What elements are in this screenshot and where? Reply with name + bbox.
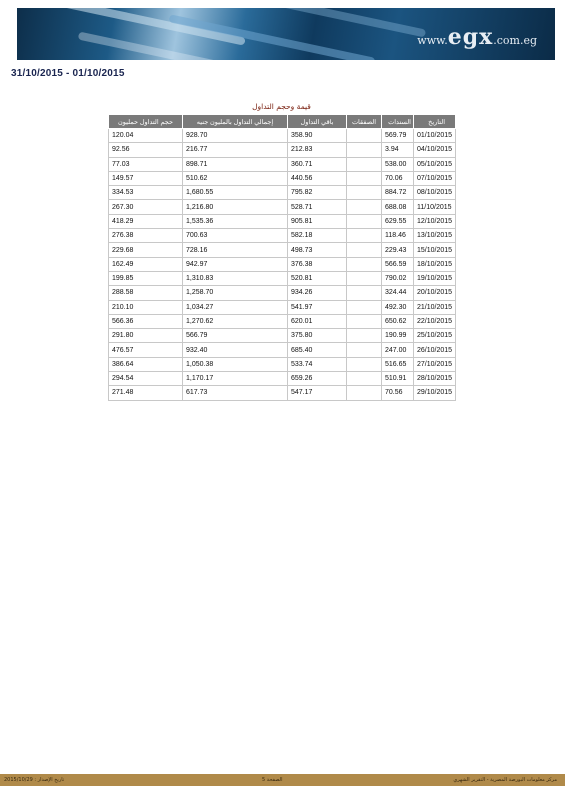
cell-date: 20/10/2015: [414, 286, 456, 300]
cell-bonds: 118.46: [382, 229, 414, 243]
header-rest: باقي التداول: [288, 115, 347, 129]
cell-volume: 294.54: [109, 372, 183, 386]
cell-bonds: 3.94: [382, 143, 414, 157]
cell-volume: 288.58: [109, 286, 183, 300]
cell-bonds: 324.44: [382, 286, 414, 300]
cell-rest: 934.26: [288, 286, 347, 300]
table-row: [109, 186, 456, 200]
cell-total: 1,216.80: [183, 200, 288, 214]
cell-date: 19/10/2015: [414, 271, 456, 285]
cell-volume: 210.10: [109, 300, 183, 314]
cell-volume: 386.64: [109, 357, 183, 371]
cell-volume: 149.57: [109, 171, 183, 185]
cell-volume: 291.80: [109, 329, 183, 343]
cell-bonds: 538.00: [382, 157, 414, 171]
logo-main: egx: [447, 24, 494, 50]
cell-rest: 659.26: [288, 372, 347, 386]
cell-volume: 566.36: [109, 314, 183, 328]
cell-date: 27/10/2015: [414, 357, 456, 371]
header-deals: الصفقات: [347, 115, 382, 129]
logo-prefix: www.: [417, 34, 448, 47]
cell-total: 728.16: [183, 243, 288, 257]
footer-report-name: مركز معلومات البورصة المصرية - التقرير الشهري: [453, 777, 557, 783]
page-footer: [0, 774, 565, 786]
cell-total: 1,170.17: [183, 372, 288, 386]
cell-rest: 795.82: [288, 186, 347, 200]
cell-rest: 905.81: [288, 214, 347, 228]
cell-deals: [347, 357, 382, 371]
cell-deals: [347, 286, 382, 300]
cell-date: 04/10/2015: [414, 143, 456, 157]
cell-volume: 162.49: [109, 257, 183, 271]
cell-date: 07/10/2015: [414, 171, 456, 185]
table-row: [109, 129, 456, 143]
cell-rest: 528.71: [288, 200, 347, 214]
cell-deals: [347, 143, 382, 157]
table-row: [109, 171, 456, 185]
cell-total: 1,258.70: [183, 286, 288, 300]
table-row: [109, 157, 456, 171]
cell-bonds: 884.72: [382, 186, 414, 200]
cell-deals: [347, 386, 382, 400]
cell-deals: [347, 171, 382, 185]
cell-deals: [347, 271, 382, 285]
table-row: [109, 143, 456, 157]
cell-total: 1,270.62: [183, 314, 288, 328]
cell-total: 1,034.27: [183, 300, 288, 314]
cell-volume: 418.29: [109, 214, 183, 228]
cell-date: 18/10/2015: [414, 257, 456, 271]
cell-total: 566.79: [183, 329, 288, 343]
cell-rest: 533.74: [288, 357, 347, 371]
header-volume: حجم التداول حمليون: [109, 115, 183, 129]
cell-date: 22/10/2015: [414, 314, 456, 328]
cell-bonds: 492.30: [382, 300, 414, 314]
table-row: [109, 300, 456, 314]
cell-date: 08/10/2015: [414, 186, 456, 200]
table-row: [109, 386, 456, 400]
cell-date: 28/10/2015: [414, 372, 456, 386]
cell-deals: [347, 157, 382, 171]
banner-streak: [78, 32, 217, 60]
cell-total: 898.71: [183, 157, 288, 171]
cell-bonds: 70.06: [382, 171, 414, 185]
cell-deals: [347, 372, 382, 386]
cell-bonds: 650.62: [382, 314, 414, 328]
cell-rest: 520.81: [288, 271, 347, 285]
table-row: [109, 229, 456, 243]
cell-total: 700.63: [183, 229, 288, 243]
table-row: [109, 243, 456, 257]
cell-rest: 212.83: [288, 143, 347, 157]
header-bonds: السندات: [382, 115, 414, 129]
cell-volume: 77.03: [109, 157, 183, 171]
cell-date: 29/10/2015: [414, 386, 456, 400]
cell-total: 1,535.36: [183, 214, 288, 228]
table-row: [109, 357, 456, 371]
cell-total: 942.97: [183, 257, 288, 271]
header-total: إجمالي التداول بالمليون جنيه: [183, 115, 288, 129]
header-date: التاريخ: [414, 115, 456, 129]
cell-date: 01/10/2015: [414, 129, 456, 143]
cell-rest: 547.17: [288, 386, 347, 400]
cell-bonds: 70.56: [382, 386, 414, 400]
table-body: [109, 129, 456, 401]
trading-table: [108, 114, 456, 401]
cell-date: 05/10/2015: [414, 157, 456, 171]
cell-date: 15/10/2015: [414, 243, 456, 257]
cell-bonds: 790.02: [382, 271, 414, 285]
cell-bonds: 516.65: [382, 357, 414, 371]
cell-date: 13/10/2015: [414, 229, 456, 243]
cell-bonds: 569.79: [382, 129, 414, 143]
cell-date: 21/10/2015: [414, 300, 456, 314]
egx-logo: [417, 24, 537, 50]
cell-total: 216.77: [183, 143, 288, 157]
cell-rest: 440.56: [288, 171, 347, 185]
banner-streak: [168, 14, 375, 60]
cell-deals: [347, 314, 382, 328]
cell-rest: 498.73: [288, 243, 347, 257]
cell-bonds: 229.43: [382, 243, 414, 257]
table-row: [109, 343, 456, 357]
cell-bonds: 190.99: [382, 329, 414, 343]
cell-deals: [347, 186, 382, 200]
cell-volume: 120.04: [109, 129, 183, 143]
header-banner: [17, 8, 555, 60]
table-row: [109, 329, 456, 343]
cell-deals: [347, 343, 382, 357]
table-row: [109, 200, 456, 214]
cell-rest: 582.18: [288, 229, 347, 243]
cell-volume: 271.48: [109, 386, 183, 400]
cell-deals: [347, 200, 382, 214]
cell-rest: 375.80: [288, 329, 347, 343]
cell-date: 25/10/2015: [414, 329, 456, 343]
cell-volume: 199.85: [109, 271, 183, 285]
footer-page-number: الصفحة 5: [262, 777, 283, 783]
cell-date: 12/10/2015: [414, 214, 456, 228]
cell-bonds: 688.08: [382, 200, 414, 214]
cell-bonds: 566.59: [382, 257, 414, 271]
table-row: [109, 372, 456, 386]
cell-volume: 267.30: [109, 200, 183, 214]
cell-rest: 541.97: [288, 300, 347, 314]
table-row: [109, 271, 456, 285]
cell-deals: [347, 214, 382, 228]
cell-rest: 620.01: [288, 314, 347, 328]
cell-bonds: 629.55: [382, 214, 414, 228]
cell-deals: [347, 129, 382, 143]
report-date-range: 31/10/2015 - 01/10/2015: [11, 68, 125, 79]
cell-bonds: 247.00: [382, 343, 414, 357]
cell-rest: 360.71: [288, 157, 347, 171]
cell-volume: 92.56: [109, 143, 183, 157]
table-header-row: [109, 115, 456, 129]
cell-date: 11/10/2015: [414, 200, 456, 214]
table-row: [109, 314, 456, 328]
cell-date: 26/10/2015: [414, 343, 456, 357]
cell-total: 928.70: [183, 129, 288, 143]
cell-bonds: 510.91: [382, 372, 414, 386]
cell-volume: 334.53: [109, 186, 183, 200]
cell-volume: 276.38: [109, 229, 183, 243]
cell-volume: 476.57: [109, 343, 183, 357]
cell-deals: [347, 243, 382, 257]
table-row: [109, 214, 456, 228]
table-row: [109, 286, 456, 300]
cell-total: 932.40: [183, 343, 288, 357]
cell-total: 1,310.83: [183, 271, 288, 285]
cell-rest: 685.40: [288, 343, 347, 357]
cell-deals: [347, 229, 382, 243]
banner-streak: [278, 8, 426, 38]
footer-issue-date: تاريخ الإصدار : 2015/10/29: [4, 777, 65, 783]
cell-deals: [347, 257, 382, 271]
cell-total: 510.62: [183, 171, 288, 185]
logo-suffix: .com.eg: [493, 34, 537, 47]
cell-total: 1,050.38: [183, 357, 288, 371]
table-row: [109, 257, 456, 271]
cell-deals: [347, 300, 382, 314]
cell-rest: 376.38: [288, 257, 347, 271]
cell-rest: 358.90: [288, 129, 347, 143]
cell-total: 1,680.55: [183, 186, 288, 200]
cell-deals: [347, 329, 382, 343]
table-title: قيمة وحجم التداول: [252, 102, 311, 111]
cell-volume: 229.68: [109, 243, 183, 257]
cell-total: 617.73: [183, 386, 288, 400]
